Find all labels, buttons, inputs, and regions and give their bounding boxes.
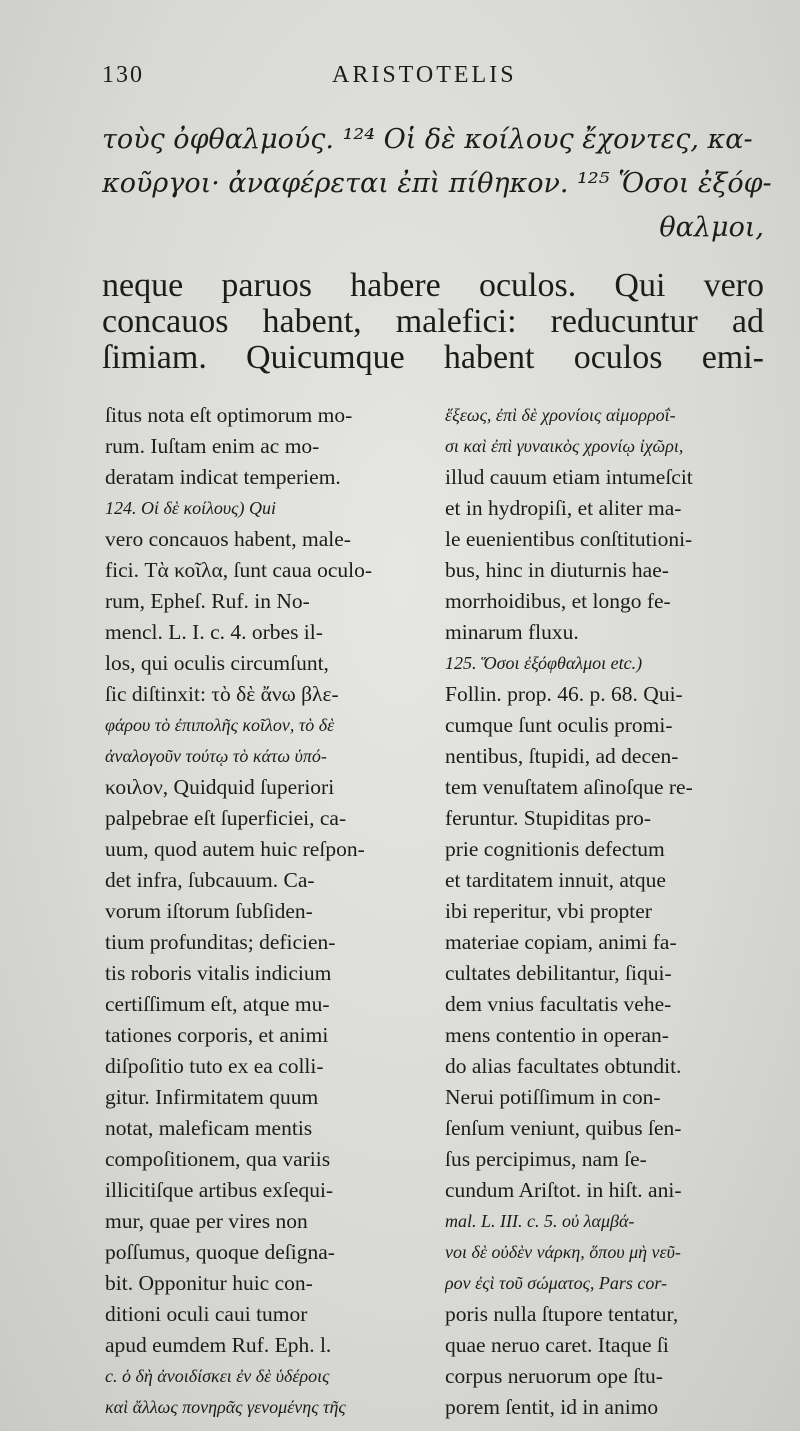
- commentary-line: ρον ἐςὶ τοῦ σώματος, Pars cor-: [445, 1273, 668, 1293]
- commentary-line: et tarditatem innuit, atque: [445, 868, 666, 892]
- latin-line: ſimiam. Quicumque habent oculos emi-: [102, 339, 764, 376]
- commentary-line: cundum Ariſtot. in hiſt. ani-: [445, 1178, 682, 1202]
- commentary-line: tium profunditas; deficien-: [105, 930, 336, 954]
- commentary-line: rum. Iuſtam enim ac mo-: [105, 434, 320, 458]
- commentary-line: morrhoidibus, et longo fe-: [445, 589, 671, 613]
- commentary-line: 124. Οἱ δὲ κοίλους) Qui: [105, 498, 276, 518]
- commentary-line: do alias facultates obtundit.: [445, 1054, 682, 1078]
- commentary-line: diſpoſitio tuto ex ea colli-: [105, 1054, 324, 1078]
- commentary-line: porem ſentit, id in animo: [445, 1395, 659, 1419]
- commentary-line: poſſumus, quoque deſigna-: [105, 1240, 335, 1264]
- commentary-line: tationes corporis, et animi: [105, 1023, 329, 1047]
- commentary-line: bus, hinc in diuturnis hae-: [445, 558, 669, 582]
- commentary-line: cumque ſunt oculis promi-: [445, 713, 673, 737]
- commentary-line: rum, Epheſ. Ruf. in No-: [105, 589, 310, 613]
- commentary-line: ſitus nota eſt optimorum mo-: [105, 403, 353, 427]
- commentary-line: apud eumdem Ruf. Eph. l.: [105, 1333, 332, 1357]
- commentary-line: nentibus, ſtupidi, ad decen-: [445, 744, 679, 768]
- commentary-line: deratam indicat temperiem.: [105, 465, 341, 489]
- commentary-line: quae neruo caret. Itaque ſi: [445, 1333, 669, 1357]
- greek-line: θαλμοι,: [659, 212, 764, 243]
- commentary-line: mur, quae per vires non: [105, 1209, 308, 1233]
- commentary-line: fici. Τὰ κοῖλα, ſunt caua oculo-: [105, 558, 373, 582]
- commentary-line: mencl. L. I. c. 4. orbes il-: [105, 620, 323, 644]
- commentary-line: le euenientibus conſtitutioni-: [445, 527, 693, 551]
- commentary-line: poris nulla ſtupore tentatur,: [445, 1302, 679, 1326]
- commentary-line: ſus percipimus, nam ſe-: [445, 1147, 647, 1171]
- commentary-line: dem vnius facultatis vehe-: [445, 992, 672, 1016]
- commentary-line: bit. Opponitur huic con-: [105, 1271, 313, 1295]
- commentary-line: uum, quod autem huic reſpon-: [105, 837, 365, 861]
- commentary-line: νοι δὲ οὐδὲν νάρκη, ὅπου μὴ νεῦ-: [445, 1242, 681, 1262]
- latin-line: concauos habent, malefici: reducuntur ad: [102, 303, 764, 340]
- commentary-line: tem venuſtatem aſinoſque re-: [445, 775, 693, 799]
- greek-line: τοὺς ὀφθαλμούς. ¹²⁴ Οἱ δὲ κοίλους ἔχοντες, κα-: [102, 124, 753, 155]
- commentary-line: det infra, ſubcauum. Ca-: [105, 868, 315, 892]
- running-title: ARISTOTELIS: [332, 62, 517, 88]
- commentary-line: ἕξεως, ἐπὶ δὲ χρονίοις αἱμορροΐ-: [445, 405, 676, 425]
- commentary-line: illicitiſque artibus exſequi-: [105, 1178, 334, 1202]
- commentary-line: materiae copiam, animi fa-: [445, 930, 677, 954]
- commentary-line: ſenſum veniunt, quibus ſen-: [445, 1116, 682, 1140]
- commentary-line: corpus neruorum ope ſtu-: [445, 1364, 663, 1388]
- commentary-line: notat, maleficam mentis: [105, 1116, 313, 1140]
- commentary-line: κοιλον, Quidquid ſuperiori: [105, 775, 335, 799]
- commentary-right-column: [445, 400, 765, 1423]
- latin-translation-block: [102, 268, 764, 376]
- commentary-line: tis roboris vitalis indicium: [105, 961, 332, 985]
- commentary-line: compoſitionem, qua variis: [105, 1147, 331, 1171]
- commentary-line: certiſſimum eſt, atque mu-: [105, 992, 330, 1016]
- commentary-line: prie cognitionis defectum: [445, 837, 665, 861]
- commentary-line: gitur. Infirmitatem quum: [105, 1085, 319, 1109]
- commentary-line: feruntur. Stupiditas pro-: [445, 806, 652, 830]
- commentary-line: σι καὶ ἐπὶ γυναικὸς χρονίῳ ἰχῶρι,: [445, 436, 684, 456]
- commentary-line: los, qui oculis circumſunt,: [105, 651, 329, 675]
- commentary-line: c. ὁ δὴ ἀνοιδίσκει ἐν δὲ ὑδέροις: [105, 1366, 330, 1386]
- commentary-line: vorum iſtorum ſubſiden-: [105, 899, 313, 923]
- greek-line: κοῦργοι· ἀναφέρεται ἐπὶ πίθηκον. ¹²⁵ Ὅσοι ἐξόφ-: [102, 168, 772, 199]
- commentary-line: ditioni oculi caui tumor: [105, 1302, 308, 1326]
- commentary-line: cultates debilitantur, ſiqui-: [445, 961, 672, 985]
- commentary-line: Nerui potiſſimum in con-: [445, 1085, 661, 1109]
- commentary-line: mal. L. III. c. 5. οὐ λαμβά-: [445, 1211, 635, 1231]
- commentary-line: mens contentio in operan-: [445, 1023, 669, 1047]
- latin-line: neque paruos habere oculos. Qui vero: [102, 267, 764, 304]
- greek-text-block: [102, 118, 772, 250]
- commentary-line: et in hydropiſi, et aliter ma-: [445, 496, 682, 520]
- commentary-line: vero concauos habent, male-: [105, 527, 351, 551]
- commentary-line: ἀναλογοῦν τούτῳ τὸ κάτω ὑπό-: [105, 746, 327, 766]
- commentary-left-column: [105, 400, 425, 1423]
- commentary-line: καὶ ἄλλως πονηρᾶς γενομένης τῆς: [105, 1397, 346, 1417]
- page-number: 130: [102, 62, 144, 88]
- commentary-line: ſic diſtinxit: τὸ δὲ ἄνω βλε-: [105, 682, 339, 706]
- commentary-line: Follin. prop. 46. p. 68. Qui-: [445, 682, 683, 706]
- commentary-line: illud cauum etiam intumeſcit: [445, 465, 693, 489]
- commentary-line: 125. Ὅσοι ἐξόφθαλμοι etc.): [445, 653, 643, 673]
- commentary-line: minarum fluxu.: [445, 620, 579, 644]
- commentary-line: φάρου τὸ ἐπιπολῆς κοῖλον, τὸ δὲ: [105, 715, 335, 735]
- commentary-line: palpebrae eſt ſuperficiei, ca-: [105, 806, 347, 830]
- commentary-line: ibi reperitur, vbi propter: [445, 899, 652, 923]
